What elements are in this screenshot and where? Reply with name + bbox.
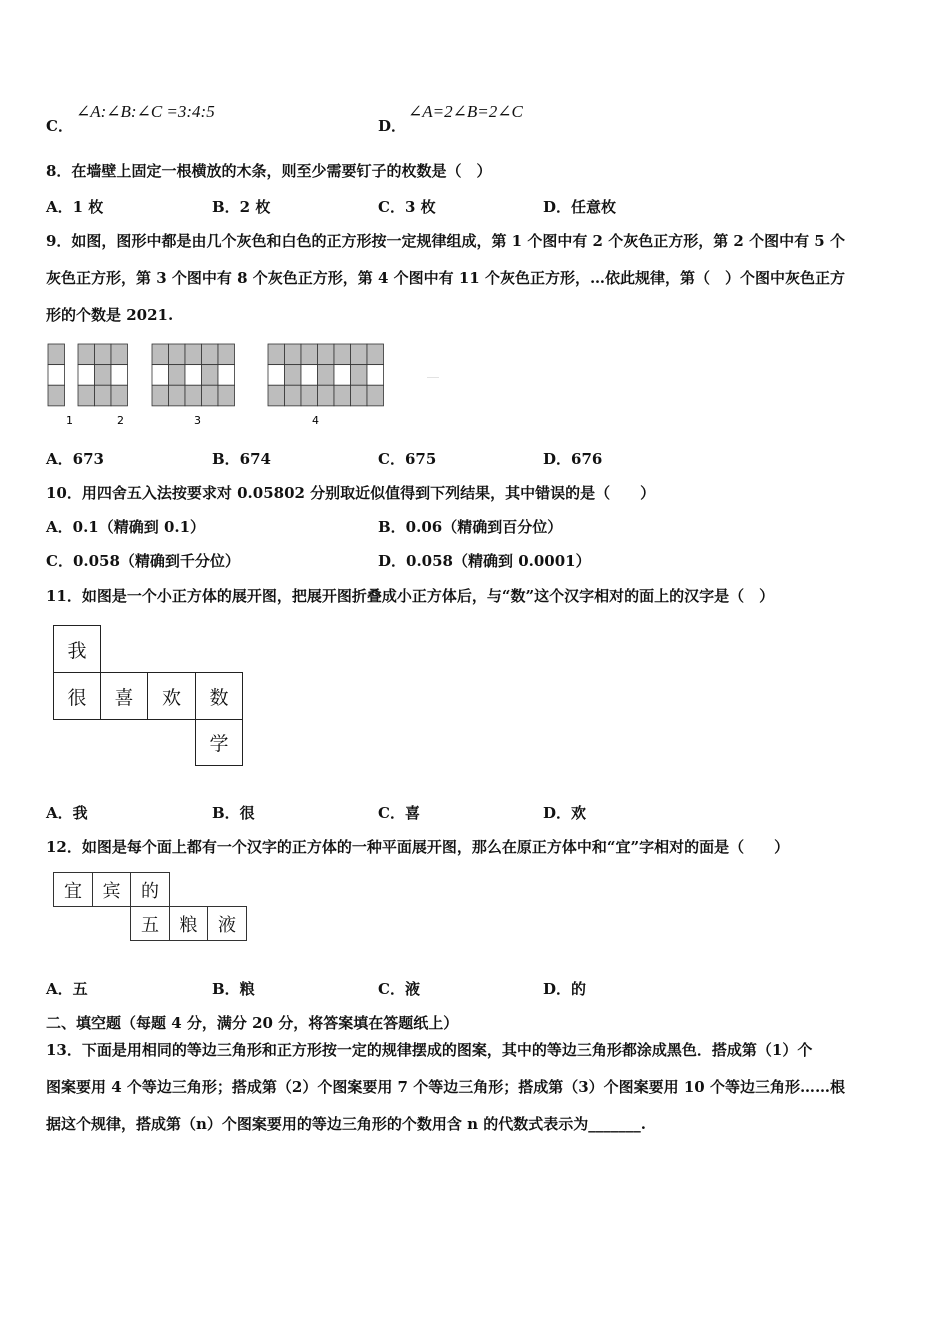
gray-square xyxy=(111,344,128,365)
white-square xyxy=(111,365,128,386)
white-square xyxy=(48,365,65,386)
q13-stem-line3: 据这个规律，搭成第（n）个图案要用的等边三角形的个数用含 n 的代数式表示为_______. xyxy=(46,1115,646,1133)
q10-option-d: D．0.058（精确到 0.0001） xyxy=(378,552,591,570)
gray-square xyxy=(351,344,368,365)
q8-option-b: B．2 枚 xyxy=(212,198,271,216)
q10-stem: 10．用四舍五入法按要求对 0.05802 分别取近似值得到下列结果，其中错误的是（ ） xyxy=(46,484,656,502)
q9-option-a: A．673 xyxy=(46,450,104,468)
white-square xyxy=(367,365,384,386)
q11-net-cell: 我 xyxy=(53,625,101,673)
gray-square xyxy=(334,344,351,365)
q9-option-b: B．674 xyxy=(212,450,271,468)
white-square xyxy=(78,365,95,386)
q10-option-a: A．0.1（精确到 0.1） xyxy=(46,518,206,536)
q11-option-b: B．很 xyxy=(212,804,255,822)
gray-square xyxy=(78,344,95,365)
gray-square xyxy=(218,344,235,365)
q11-net-cell: 数 xyxy=(195,672,243,720)
gray-square xyxy=(152,385,169,406)
q7-option-d-label: D． xyxy=(378,117,407,135)
white-square xyxy=(334,365,351,386)
q9-figure-4 xyxy=(268,344,384,406)
q12-net-cell: 的 xyxy=(130,872,170,907)
white-square xyxy=(218,365,235,386)
q9-figure-label-1: 1 xyxy=(66,414,73,427)
q11-net-cell: 喜 xyxy=(100,672,148,720)
gray-square xyxy=(318,385,335,406)
q9-figure-1 xyxy=(48,344,65,406)
q11-option-c: C．喜 xyxy=(378,804,420,822)
gray-square xyxy=(95,344,112,365)
gray-square xyxy=(185,385,202,406)
gray-square xyxy=(351,365,368,386)
section-title: 二、填空题（每题 4 分，满分 20 分，将答案填在答题纸上） xyxy=(46,1014,459,1032)
gray-square xyxy=(301,344,318,365)
q9-figure-label-2: 2 xyxy=(117,414,124,427)
q8-option-d: D．任意枚 xyxy=(543,198,617,216)
q8-option-c: C．3 枚 xyxy=(378,198,436,216)
q12-option-b: B．粮 xyxy=(212,980,255,998)
q11-net-cell: 很 xyxy=(53,672,101,720)
q9-stem-line2: 灰色正方形，第 3 个图中有 8 个灰色正方形，第 4 个图中有 11 个灰色正方形，…依此规律，第（ ）个图中灰色正方 xyxy=(46,269,845,287)
gray-square xyxy=(95,385,112,406)
q7-option-c-math: ∠A:∠B:∠C =3:4:5 xyxy=(76,102,215,121)
q13-stem-line2: 图案要用 4 个等边三角形；搭成第（2）个图案要用 7 个等边三角形；搭成第（3）个图案要用 10 个等边三角形……根 xyxy=(46,1078,845,1096)
gray-square xyxy=(111,385,128,406)
q12-net-cell: 宜 xyxy=(53,872,93,907)
q12-option-c: C．液 xyxy=(378,980,420,998)
gray-square xyxy=(334,385,351,406)
gray-square xyxy=(268,344,285,365)
gray-square xyxy=(367,385,384,406)
white-square xyxy=(185,365,202,386)
q10-option-c: C．0.058（精确到千分位） xyxy=(46,552,240,570)
q9-option-d: D．676 xyxy=(543,450,603,468)
gray-square xyxy=(169,365,186,386)
gray-square xyxy=(285,344,302,365)
gray-square xyxy=(152,344,169,365)
q11-stem: 11．如图是一个小正方体的展开图，把展开图折叠成小正方体后，与“数”这个汉字相对的面上的汉字是（ ） xyxy=(46,587,775,605)
gray-square xyxy=(185,344,202,365)
gray-square xyxy=(95,365,112,386)
gray-square xyxy=(301,385,318,406)
q9-figure-dots: …… xyxy=(427,373,439,380)
gray-square xyxy=(169,385,186,406)
q9-figure xyxy=(44,338,464,428)
q7-option-c-label: C． xyxy=(46,117,73,135)
q11-net-cell: 欢 xyxy=(147,672,196,720)
gray-square xyxy=(48,385,65,406)
q8-stem: 8．在墙壁上固定一根横放的木条，则至少需要钉子的枚数是（ ） xyxy=(46,162,492,180)
gray-square xyxy=(169,344,186,365)
gray-square xyxy=(285,365,302,386)
gray-square xyxy=(48,344,65,365)
gray-square xyxy=(202,385,219,406)
q13-stem-line1: 13．下面是用相同的等边三角形和正方形按一定的规律摆成的图案，其中的等边三角形都涂成黑色．搭成第（1）个 xyxy=(46,1041,813,1059)
gray-square xyxy=(367,344,384,365)
gray-square xyxy=(351,385,368,406)
q9-figure-label-4: 4 xyxy=(312,414,319,427)
gray-square xyxy=(202,365,219,386)
q9-option-c: C．675 xyxy=(378,450,437,468)
white-square xyxy=(152,365,169,386)
gray-square xyxy=(202,344,219,365)
white-square xyxy=(268,365,285,386)
q7-option-d-math: ∠A=2∠B=2∠C xyxy=(408,102,523,121)
q9-stem-line3: 形的个数是 2021. xyxy=(46,306,174,324)
q11-net-cell: 学 xyxy=(195,719,243,766)
q11-option-d: D．欢 xyxy=(543,804,587,822)
q12-option-d: D．的 xyxy=(543,980,587,998)
white-square xyxy=(301,365,318,386)
gray-square xyxy=(268,385,285,406)
gray-square xyxy=(218,385,235,406)
q9-stem-line1: 9．如图，图形中都是由几个灰色和白色的正方形按一定规律组成，第 1 个图中有 2 个灰色正方形，第 2 个图中有 5 个 xyxy=(46,232,845,250)
q12-net-cell: 液 xyxy=(207,906,247,941)
gray-square xyxy=(318,344,335,365)
q12-stem: 12．如图是每个面上都有一个汉字的正方体的一种平面展开图，那么在原正方体中和“宜”字相对的面是（ ） xyxy=(46,838,790,856)
gray-square xyxy=(318,365,335,386)
gray-square xyxy=(78,385,95,406)
q9-figure-label-3: 3 xyxy=(194,414,201,427)
q9-figure-2 xyxy=(78,344,128,406)
q8-option-a: A．1 枚 xyxy=(46,198,104,216)
q10-option-b: B．0.06（精确到百分位） xyxy=(378,518,563,536)
q12-net-cell: 粮 xyxy=(169,906,208,941)
q9-figure-3 xyxy=(152,344,235,406)
q11-option-a: A．我 xyxy=(46,804,88,822)
q12-option-a: A．五 xyxy=(46,980,88,998)
gray-square xyxy=(285,385,302,406)
q12-net-cell: 五 xyxy=(130,906,170,941)
q12-net-cell: 宾 xyxy=(92,872,131,907)
